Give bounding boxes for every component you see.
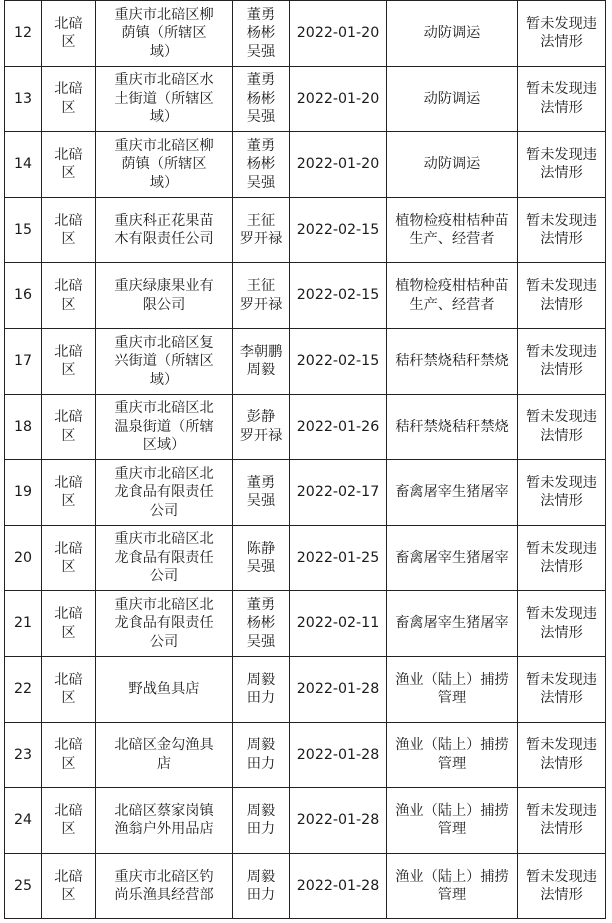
table-row — [5, 722, 606, 788]
result-cell — [518, 853, 606, 919]
date-cell — [290, 132, 387, 198]
inspector-name: 吴强 — [246, 109, 276, 126]
result-cell-text: 暂未发现违法情形 — [526, 474, 597, 510]
district-cell-text: 北碚区 — [54, 146, 83, 182]
unit-cell — [96, 591, 233, 657]
inspection-item-cell-text: 渔业（陆上）捕捞管理 — [395, 737, 509, 772]
row-number-cell-text: 18 — [13, 418, 33, 435]
row-number-cell — [5, 853, 42, 919]
date-cell-text: 2022-01-25 — [296, 549, 380, 566]
inspection-item-cell — [387, 722, 518, 788]
district-cell — [42, 460, 96, 526]
result-cell — [518, 525, 606, 591]
district-cell-text: 北碚区 — [54, 474, 83, 510]
result-cell-text: 暂未发现违法情形 — [526, 343, 597, 379]
unit-cell-text: 北碚区蔡家岗镇渔翁户外用品店 — [114, 802, 214, 838]
row-number-cell — [5, 525, 42, 591]
table-row — [5, 591, 606, 657]
date-cell — [290, 394, 387, 460]
result-cell — [518, 66, 606, 132]
district-cell — [42, 1, 96, 67]
date-cell-text: 2022-02-11 — [296, 615, 380, 632]
date-cell — [290, 591, 387, 657]
result-cell-text: 暂未发现违法情形 — [526, 671, 597, 707]
inspectors-cell — [233, 1, 290, 67]
inspector-name: 周毅 — [246, 868, 276, 885]
unit-cell-text: 重庆市北碚区北龙食品有限责任公司 — [114, 465, 214, 519]
row-number-cell-text: 23 — [13, 746, 33, 763]
date-cell-text: 2022-01-20 — [296, 156, 380, 173]
inspector-name: 罗开禄 — [239, 231, 283, 248]
inspection-item-cell — [387, 1, 518, 67]
result-cell — [518, 591, 606, 657]
unit-cell — [96, 1, 233, 67]
inspector-name: 陈静 — [246, 540, 276, 557]
row-number-cell-text: 12 — [13, 25, 33, 42]
district-cell-text: 北碚区 — [54, 737, 83, 772]
inspection-item-cell-text: 植物检疫柑桔种苗生产、经营者 — [395, 212, 509, 248]
unit-cell-text: 重庆市北碚区北龙食品有限责任公司 — [114, 596, 214, 650]
inspection-item-cell-text: 畜禽屠宰生猪屠宰 — [395, 549, 509, 566]
table-row — [5, 525, 606, 591]
inspection-item-cell-text: 秸秆禁烧秸秆禁烧 — [395, 418, 509, 435]
date-cell — [290, 263, 387, 329]
unit-cell-text: 重庆市北碚区柳荫镇（所辖区域） — [114, 6, 214, 60]
unit-cell-text: 重庆市北碚区复兴街道（所辖区域） — [114, 334, 214, 388]
district-cell — [42, 328, 96, 394]
date-cell — [290, 460, 387, 526]
unit-cell-text: 重庆市北碚区北温泉街道（所辖区域） — [114, 400, 214, 454]
inspection-item-cell-text: 渔业（陆上）捕捞管理 — [395, 671, 509, 707]
inspectors-cell — [233, 722, 290, 788]
district-cell-text: 北碚区 — [54, 212, 83, 248]
unit-cell — [96, 460, 233, 526]
unit-cell — [96, 132, 233, 198]
inspection-item-cell — [387, 853, 518, 919]
row-number-cell — [5, 132, 42, 198]
unit-cell — [96, 525, 233, 591]
result-cell — [518, 263, 606, 329]
row-number-cell-text: 14 — [13, 156, 33, 173]
row-number-cell — [5, 197, 42, 263]
unit-cell — [96, 853, 233, 919]
table-row — [5, 132, 606, 198]
table-row — [5, 197, 606, 263]
table-row — [5, 853, 606, 919]
inspector-name: 田力 — [246, 887, 276, 904]
inspector-name: 李朝鹏 — [239, 343, 283, 360]
result-cell-text: 暂未发现违法情形 — [526, 737, 597, 772]
row-number-cell-text: 17 — [13, 353, 33, 370]
result-cell-text: 暂未发现违法情形 — [526, 409, 597, 444]
inspector-name: 王征 — [246, 278, 276, 295]
row-number-cell — [5, 722, 42, 788]
inspector-name: 罗开禄 — [239, 296, 283, 313]
inspector-name: 吴强 — [246, 493, 276, 510]
date-cell-text: 2022-01-28 — [296, 877, 380, 894]
table-row — [5, 1, 606, 67]
date-cell — [290, 328, 387, 394]
unit-cell-text: 重庆市北碚区柳荫镇（所辖区域） — [114, 137, 214, 191]
inspection-item-cell — [387, 132, 518, 198]
inspector-name: 田力 — [246, 690, 276, 707]
district-cell — [42, 656, 96, 722]
unit-cell-text: 重庆市北碚区北龙食品有限责任公司 — [114, 531, 214, 585]
date-cell-text: 2022-02-15 — [296, 353, 380, 370]
result-cell — [518, 394, 606, 460]
inspectors-cell — [233, 460, 290, 526]
unit-cell — [96, 722, 233, 788]
inspection-item-cell — [387, 263, 518, 329]
inspector-name: 董勇 — [246, 6, 276, 23]
inspector-name: 杨彬 — [246, 90, 276, 107]
table-row — [5, 460, 606, 526]
date-cell — [290, 853, 387, 919]
inspector-name: 彭静 — [246, 409, 276, 426]
inspection-item-cell-text: 动防调运 — [423, 25, 481, 42]
row-number-cell-text: 19 — [13, 484, 33, 501]
date-cell-text: 2022-02-15 — [296, 221, 380, 238]
result-cell — [518, 1, 606, 67]
table-row — [5, 263, 606, 329]
inspector-name: 田力 — [246, 755, 276, 772]
district-cell — [42, 788, 96, 854]
district-cell-text: 北碚区 — [54, 671, 83, 707]
inspection-item-cell-text: 植物检疫柑桔种苗生产、经营者 — [395, 278, 509, 313]
inspector-name: 吴强 — [246, 559, 276, 576]
date-cell-text: 2022-01-20 — [296, 25, 380, 42]
row-number-cell — [5, 591, 42, 657]
unit-cell — [96, 263, 233, 329]
inspector-name: 周毅 — [246, 362, 276, 379]
row-number-cell — [5, 394, 42, 460]
inspector-name: 周毅 — [246, 802, 276, 819]
table-row — [5, 328, 606, 394]
date-cell — [290, 66, 387, 132]
unit-cell — [96, 788, 233, 854]
inspector-name: 董勇 — [246, 596, 276, 613]
unit-cell — [96, 66, 233, 132]
inspection-item-cell — [387, 394, 518, 460]
inspector-name: 董勇 — [246, 72, 276, 89]
result-cell-text: 暂未发现违法情形 — [526, 15, 597, 51]
inspection-item-cell — [387, 788, 518, 854]
unit-cell-text: 重庆科正花果苗木有限责任公司 — [114, 212, 214, 248]
district-cell — [42, 591, 96, 657]
inspectors-cell — [233, 328, 290, 394]
row-number-cell-text: 13 — [13, 90, 33, 107]
result-cell — [518, 788, 606, 854]
inspectors-cell — [233, 853, 290, 919]
result-cell-text: 暂未发现违法情形 — [526, 212, 597, 248]
row-number-cell — [5, 788, 42, 854]
inspection-item-cell-text: 动防调运 — [423, 90, 481, 107]
district-cell — [42, 197, 96, 263]
district-cell-text: 北碚区 — [54, 278, 83, 313]
inspection-item-cell-text: 畜禽屠宰生猪屠宰 — [395, 615, 509, 632]
district-cell-text: 北碚区 — [54, 606, 83, 641]
table-row — [5, 66, 606, 132]
inspection-records-table — [4, 0, 606, 919]
table-body — [5, 1, 606, 919]
inspection-item-cell — [387, 656, 518, 722]
date-cell-text: 2022-01-28 — [296, 812, 380, 829]
district-cell — [42, 263, 96, 329]
row-number-cell — [5, 263, 42, 329]
inspection-item-cell — [387, 66, 518, 132]
inspector-name: 田力 — [246, 821, 276, 838]
district-cell — [42, 853, 96, 919]
result-cell-text: 暂未发现违法情形 — [526, 802, 597, 838]
result-cell — [518, 460, 606, 526]
district-cell — [42, 525, 96, 591]
row-number-cell-text: 15 — [13, 221, 33, 238]
inspector-name: 周毅 — [246, 671, 276, 688]
result-cell-text: 暂未发现违法情形 — [526, 540, 597, 576]
inspector-name: 董勇 — [246, 137, 276, 154]
inspectors-cell — [233, 525, 290, 591]
inspection-item-cell-text: 动防调运 — [423, 156, 481, 173]
result-cell-text: 暂未发现违法情形 — [526, 81, 597, 116]
date-cell-text: 2022-01-26 — [296, 418, 380, 435]
inspection-item-cell — [387, 591, 518, 657]
date-cell-text: 2022-01-28 — [296, 680, 380, 697]
inspectors-cell — [233, 66, 290, 132]
row-number-cell — [5, 656, 42, 722]
district-cell — [42, 132, 96, 198]
date-cell-text: 2022-02-15 — [296, 287, 380, 304]
district-cell — [42, 394, 96, 460]
unit-cell-text: 重庆绿康果业有限公司 — [114, 278, 214, 313]
inspector-name: 罗开禄 — [239, 427, 283, 444]
result-cell — [518, 132, 606, 198]
table-row — [5, 788, 606, 854]
date-cell — [290, 788, 387, 854]
result-cell-text: 暂未发现违法情形 — [526, 146, 597, 182]
district-cell-text: 北碚区 — [54, 540, 83, 576]
inspector-name: 吴强 — [246, 633, 276, 650]
inspectors-cell — [233, 788, 290, 854]
date-cell-text: 2022-02-17 — [296, 484, 380, 501]
inspection-item-cell-text: 秸秆禁烧秸秆禁烧 — [395, 353, 509, 370]
inspector-name: 王征 — [246, 212, 276, 229]
unit-cell — [96, 328, 233, 394]
district-cell-text: 北碚区 — [54, 15, 83, 51]
inspectors-cell — [233, 656, 290, 722]
row-number-cell-text: 24 — [13, 812, 33, 829]
inspection-item-cell-text: 畜禽屠宰生猪屠宰 — [395, 484, 509, 501]
date-cell — [290, 525, 387, 591]
unit-cell — [96, 197, 233, 263]
inspection-item-cell-text: 渔业（陆上）捕捞管理 — [395, 868, 509, 904]
unit-cell-text: 重庆市北碚区水土街道（所辖区域） — [114, 72, 214, 126]
inspector-name: 吴强 — [246, 43, 276, 60]
inspector-name: 杨彬 — [246, 156, 276, 173]
district-cell-text: 北碚区 — [54, 343, 83, 379]
unit-cell — [96, 394, 233, 460]
inspection-item-cell — [387, 460, 518, 526]
row-number-cell — [5, 328, 42, 394]
date-cell-text: 2022-01-28 — [296, 746, 380, 763]
unit-cell-text: 重庆市北碚区钓尚乐渔具经营部 — [114, 868, 214, 904]
district-cell-text: 北碚区 — [54, 409, 83, 444]
inspector-name: 杨彬 — [246, 25, 276, 42]
row-number-cell-text: 20 — [13, 549, 33, 566]
unit-cell — [96, 656, 233, 722]
inspectors-cell — [233, 591, 290, 657]
table-row — [5, 656, 606, 722]
result-cell — [518, 656, 606, 722]
row-number-cell-text: 16 — [13, 287, 33, 304]
inspector-name: 董勇 — [246, 474, 276, 491]
table-row — [5, 394, 606, 460]
district-cell-text: 北碚区 — [54, 81, 83, 116]
date-cell — [290, 656, 387, 722]
district-cell-text: 北碚区 — [54, 868, 83, 904]
row-number-cell — [5, 460, 42, 526]
inspector-name: 杨彬 — [246, 615, 276, 632]
unit-cell-text: 野战鱼具店 — [128, 680, 200, 697]
date-cell — [290, 722, 387, 788]
result-cell-text: 暂未发现违法情形 — [526, 868, 597, 904]
inspection-item-cell — [387, 197, 518, 263]
unit-cell-text: 北碚区金勾渔具店 — [114, 737, 214, 772]
district-cell — [42, 722, 96, 788]
row-number-cell — [5, 66, 42, 132]
row-number-cell — [5, 1, 42, 67]
inspectors-cell — [233, 132, 290, 198]
result-cell-text: 暂未发现违法情形 — [526, 278, 597, 313]
district-cell-text: 北碚区 — [54, 802, 83, 838]
inspector-name: 吴强 — [246, 174, 276, 191]
result-cell-text: 暂未发现违法情形 — [526, 606, 597, 641]
district-cell — [42, 66, 96, 132]
result-cell — [518, 328, 606, 394]
inspector-name: 周毅 — [246, 737, 276, 754]
inspectors-cell — [233, 394, 290, 460]
inspectors-cell — [233, 197, 290, 263]
row-number-cell-text: 25 — [13, 877, 33, 894]
inspection-item-cell — [387, 525, 518, 591]
result-cell — [518, 722, 606, 788]
date-cell — [290, 1, 387, 67]
inspection-item-cell-text: 渔业（陆上）捕捞管理 — [395, 802, 509, 838]
inspectors-cell — [233, 263, 290, 329]
inspection-item-cell — [387, 328, 518, 394]
result-cell — [518, 197, 606, 263]
date-cell — [290, 197, 387, 263]
date-cell-text: 2022-01-20 — [296, 90, 380, 107]
row-number-cell-text: 21 — [13, 615, 33, 632]
row-number-cell-text: 22 — [13, 680, 33, 697]
